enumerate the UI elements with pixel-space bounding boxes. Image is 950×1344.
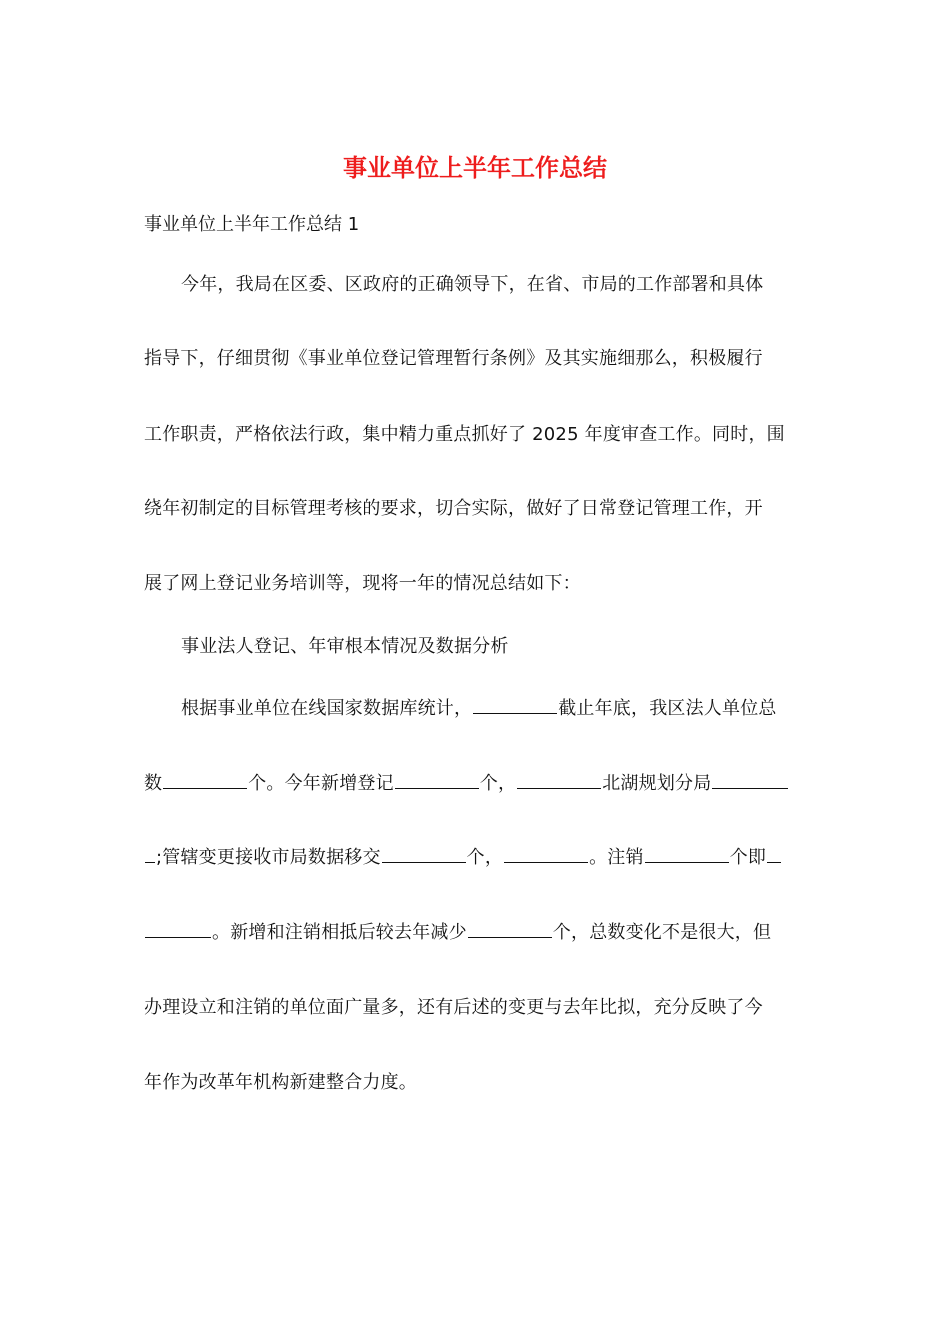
fill-blank <box>712 770 788 789</box>
text-run: 根据事业单位在线国家数据库统计， <box>181 698 473 719</box>
paragraph1-line-2: 指导下，仔细贯彻《事业单位登记管理暂行条例》及其实施细那么，积极履行 <box>144 348 763 369</box>
paragraph2-line-6: 年作为改革年机构新建整合力度。 <box>144 1072 417 1093</box>
text-run: 个， <box>479 773 517 794</box>
document-subtitle: 事业单位上半年工作总结 1 <box>144 214 360 235</box>
text-run: 截止年底，我区法人单位总 <box>558 698 777 719</box>
fill-blank <box>163 770 247 789</box>
paragraph2-line-4 <box>144 916 806 950</box>
paragraph2-line-2 <box>144 767 806 801</box>
document-title: 事业单位上半年工作总结 <box>343 153 607 182</box>
fill-blank <box>517 770 601 789</box>
fill-blank <box>382 844 466 863</box>
fill-blank <box>468 919 552 938</box>
paragraph2-line-5: 办理设立和注销的单位面广量多，还有后述的变更与去年比拟，充分反映了今 <box>144 997 763 1018</box>
fill-blank <box>767 844 781 863</box>
fill-blank <box>145 919 211 938</box>
text-run: 个。今年新增登记 <box>248 773 394 794</box>
paragraph2-line-1 <box>181 692 843 726</box>
paragraph2-line-3 <box>144 841 806 875</box>
paragraph1-line-5: 展了网上登记业务培训等，现将一年的情况总结如下： <box>144 573 581 594</box>
text-run: 个即 <box>729 847 767 868</box>
section-heading: 事业法人登记、年审根本情况及数据分析 <box>181 636 509 657</box>
fill-blank <box>645 844 729 863</box>
text-run: 个，总数变化不是很大，但 <box>552 922 772 943</box>
text-run: 北湖规划分局 <box>602 773 712 794</box>
text-run: 。新增和注销相抵后较去年减少 <box>212 922 467 943</box>
fill-blank <box>504 844 588 863</box>
text-run: 个， <box>466 847 504 868</box>
text-run: ;管辖变更接收市局数据移交 <box>156 847 381 868</box>
fill-blank <box>473 695 557 714</box>
text-run: 。注销 <box>589 847 644 868</box>
text-run: 数 <box>144 773 163 794</box>
paragraph1-line-4: 绕年初制定的目标管理考核的要求，切合实际，做好了日常登记管理工作，开 <box>144 498 763 519</box>
paragraph1-line-3: 工作职责，严格依法行政，集中精力重点抓好了 2025 年度审查工作。同时，围 <box>144 424 785 445</box>
fill-blank <box>145 844 155 863</box>
fill-blank <box>395 770 479 789</box>
paragraph1-line-1: 今年，我局在区委、区政府的正确领导下，在省、市局的工作部署和具体 <box>181 274 764 295</box>
